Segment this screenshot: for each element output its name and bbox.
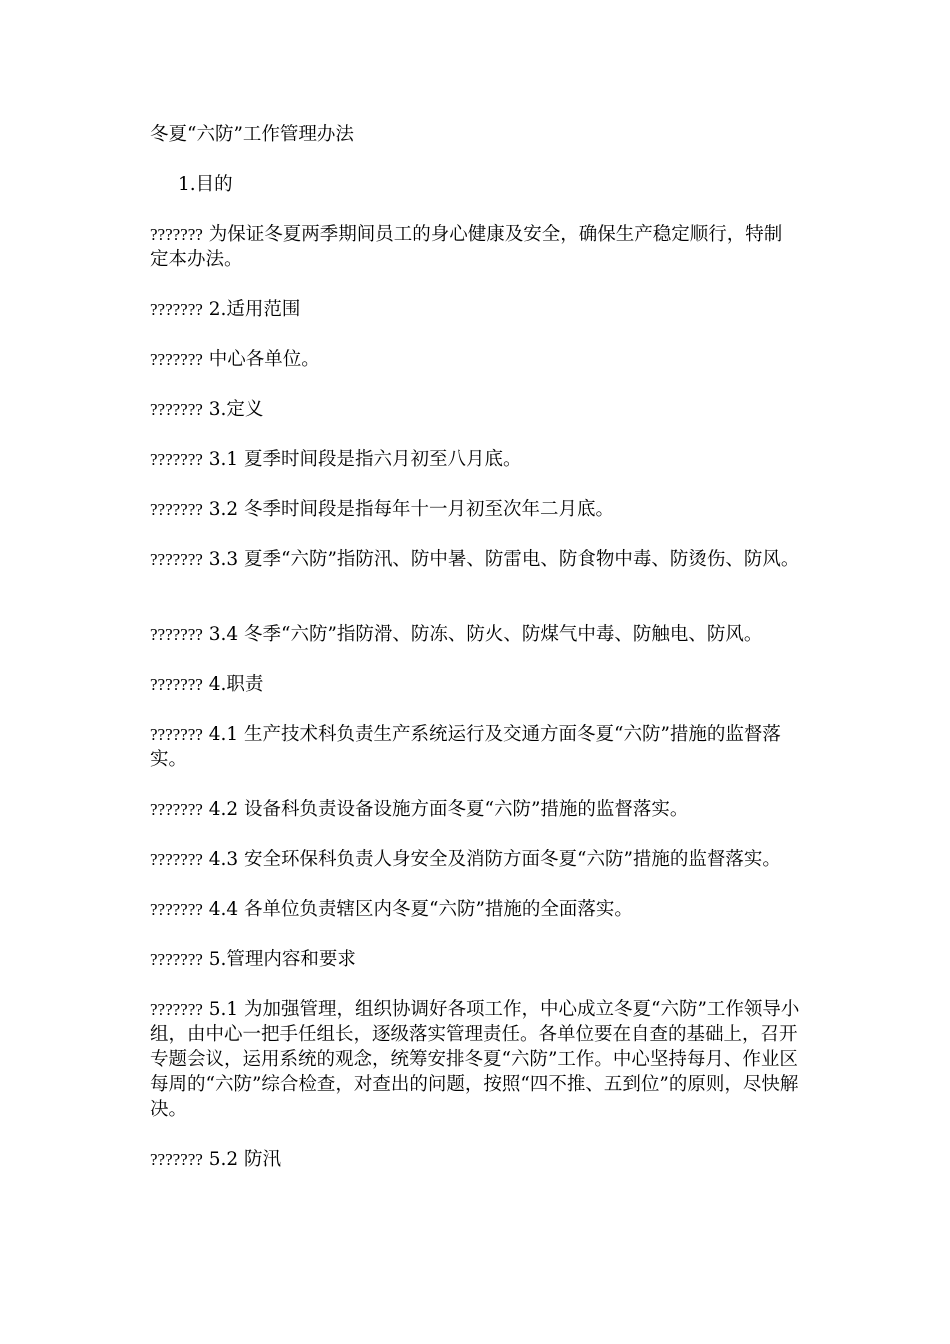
paragraph-text: 3.4 冬季“六防”指防滑、防冻、防火、防煤气中毒、防触电、防风。 <box>202 624 763 645</box>
paragraph <box>150 547 799 572</box>
paragraph <box>150 722 800 772</box>
document-title: 冬夏“六防”工作管理办法 <box>150 124 354 145</box>
paragraph-text: 为保证冬夏两季期间员工的身心健康及安全，确保生产稳定顺行，特制定本办法。 <box>150 224 783 270</box>
paragraph-prefix: ??????? <box>150 1000 203 1019</box>
paragraph <box>150 1147 281 1172</box>
paragraph-prefix: ??????? <box>150 300 203 319</box>
paragraph <box>150 447 522 472</box>
paragraph <box>150 797 688 822</box>
paragraph-text: 4.1 生产技术科负责生产系统运行及交通方面冬夏“六防”措施的监督落实。 <box>150 724 781 770</box>
paragraph-text: 3.2 冬季时间段是指每年十一月初至次年二月底。 <box>202 499 615 520</box>
paragraph <box>150 347 320 372</box>
paragraph <box>150 297 300 322</box>
paragraph-text: 4.3 安全环保科负责人身安全及消防方面冬夏“六防”措施的监督落实。 <box>202 849 781 870</box>
paragraph-text: 3.3 夏季“六防”指防汛、防中暑、防雷电、防食物中毒、防烫伤、防风。 <box>202 549 800 570</box>
paragraph-prefix: ??????? <box>150 900 203 919</box>
paragraph-text: 4.2 设备科负责设备设施方面冬夏“六防”措施的监督落实。 <box>202 799 689 820</box>
paragraph <box>150 947 356 972</box>
paragraph-text: 5.2 防汛 <box>202 1149 282 1170</box>
paragraph-prefix: ??????? <box>150 675 203 694</box>
paragraph-text: 5.管理内容和要求 <box>202 949 356 970</box>
paragraph-prefix: ??????? <box>150 550 203 569</box>
paragraph <box>150 622 762 647</box>
paragraph-prefix: ??????? <box>150 225 203 244</box>
paragraph <box>150 897 633 922</box>
paragraph-prefix: ??????? <box>150 850 203 869</box>
paragraph-text: 4.4 各单位负责辖区内冬夏“六防”措施的全面落实。 <box>202 899 633 920</box>
paragraph-prefix: ??????? <box>150 400 203 419</box>
paragraph-text: 中心各单位。 <box>202 349 320 370</box>
paragraph-prefix: ??????? <box>150 450 203 469</box>
paragraph-text: 5.1 为加强管理，组织协调好各项工作，中心成立冬夏“六防”工作领导小组，由中心一把手任组长，逐级落实管理责任。各单位要在自查的基础上，召开专题会议，运用系统的观念，统筹安排冬夏“六防”工作。中心坚持每月、作业区每周的“六防”综合检查，对查出的问题，按照“四不推、五到位”的原则，尽快解决。 <box>150 999 800 1120</box>
paragraph-text: 3.1 夏季时间段是指六月初至八月底。 <box>202 449 522 470</box>
paragraph-prefix: ??????? <box>150 500 203 519</box>
paragraph-prefix: ??????? <box>150 800 203 819</box>
paragraph-prefix: ??????? <box>150 725 203 744</box>
paragraph-prefix: ??????? <box>150 950 203 969</box>
paragraph-text: 3.定义 <box>202 399 264 420</box>
section-heading-purpose: 1.目的 <box>178 174 233 195</box>
paragraph-prefix: ??????? <box>150 350 203 369</box>
paragraph <box>150 497 614 522</box>
paragraph-text: 2.适用范围 <box>202 299 301 320</box>
paragraph-prefix: ??????? <box>150 1150 203 1169</box>
paragraph <box>150 847 781 872</box>
paragraph-text: 4.职责 <box>202 674 264 695</box>
paragraph-prefix: ??????? <box>150 625 203 644</box>
paragraph <box>150 397 263 422</box>
paragraph <box>150 672 263 697</box>
paragraph <box>150 222 800 272</box>
paragraph <box>150 997 800 1122</box>
